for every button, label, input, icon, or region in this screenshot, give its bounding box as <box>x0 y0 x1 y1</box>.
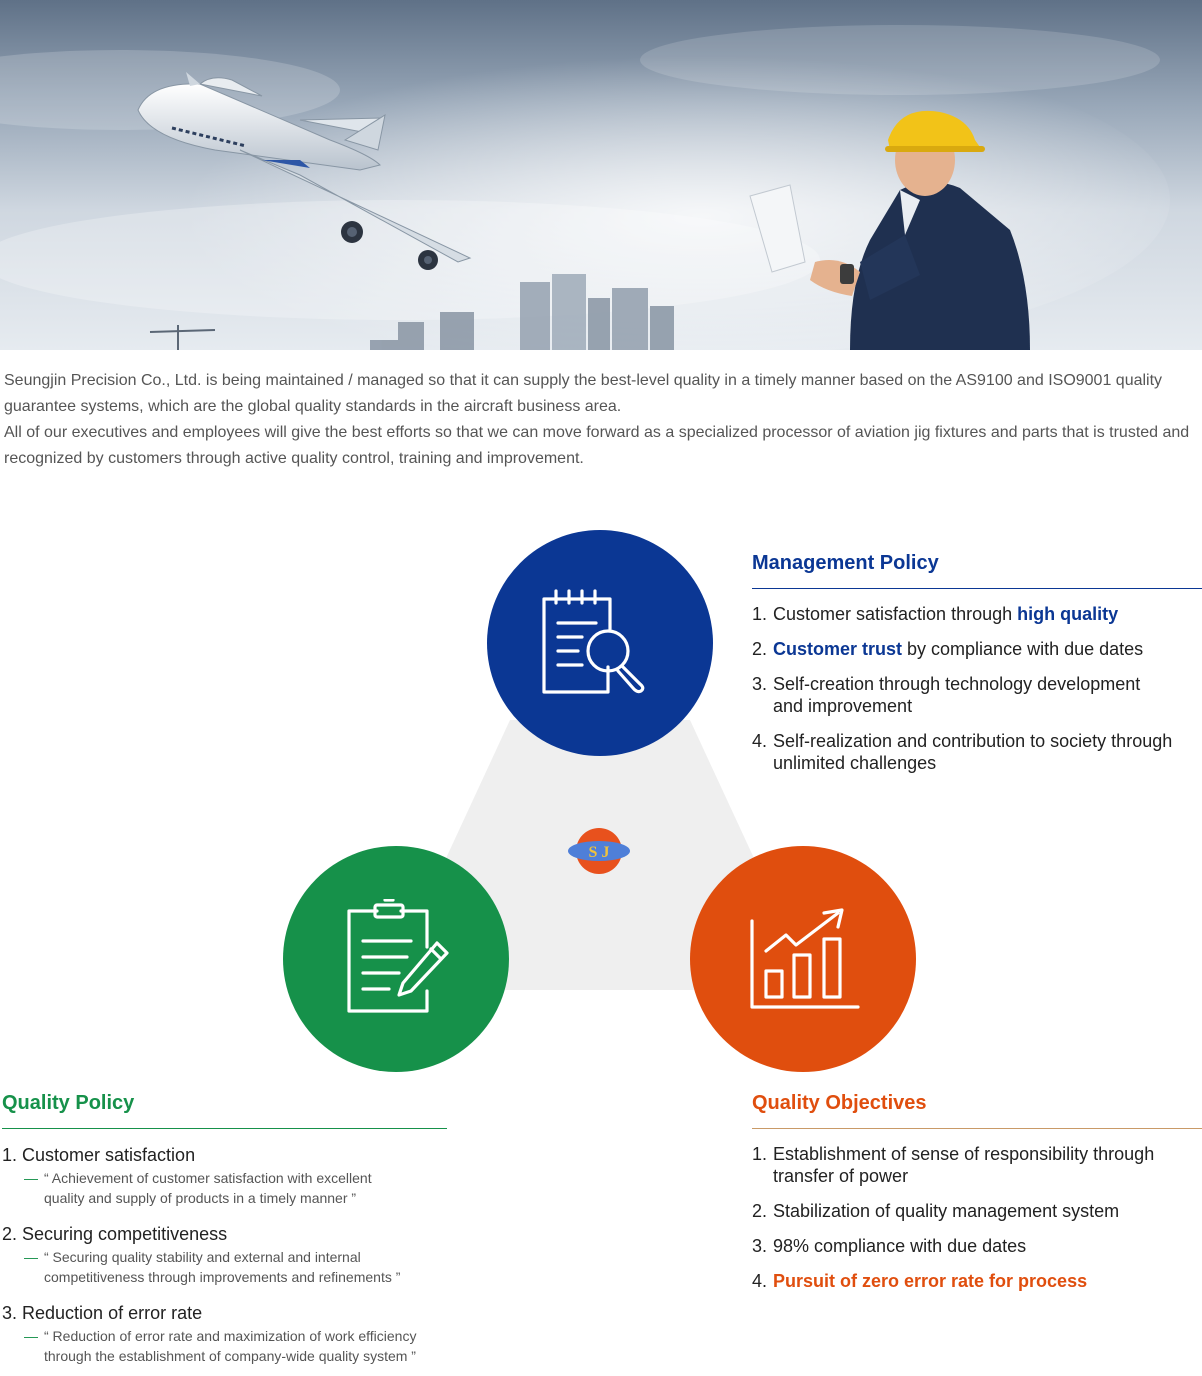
divider <box>752 588 1202 589</box>
list-item: 1. Customer satisfaction through high quality <box>752 604 1119 624</box>
quality-objectives-circle <box>690 846 916 1072</box>
svg-text:S J: S J <box>588 844 610 861</box>
intro-paragraph-1: Seungjin Precision Co., Ltd. is being maintained / managed so that it can supply the best-level quality in a timely manner based on the AS9100 and ISO9001 quality guarantee systems, which are the global quality standards in the aircraft business area. <box>4 372 1163 415</box>
quality-objectives-section <box>752 1089 1202 1305</box>
list-item: 3. Self-creation through technology development and improvement <box>752 674 1141 716</box>
quality-objectives-title: Quality Objectives <box>752 1092 927 1114</box>
list-item: 3. Reduction of error rate — “ Reduction of error rate and maximization of work efficiency through the establishment of company-wide quality system ” <box>2 1303 417 1364</box>
intro-paragraph-2: All of our executives and employees will give the best efforts so that we can move forward as a specialized processor of aviation jig fixtures and parts that is trusted and recognized by customers through active quality control, training and improvement. <box>4 424 1190 467</box>
management-policy-title: Management Policy <box>752 552 939 574</box>
management-policy-section <box>752 549 1202 787</box>
divider <box>752 1128 1202 1129</box>
growth-chart-icon <box>746 907 866 1017</box>
clipboard-pencil-icon <box>339 899 459 1019</box>
list-item: 3. 98% compliance with due dates <box>752 1236 1027 1256</box>
quality-policy-section <box>2 1089 447 1376</box>
list-item: 2. Customer trust by compliance with due dates <box>752 639 1144 659</box>
company-logo <box>566 826 632 876</box>
list-item: 1. Establishment of sense of responsibility through transfer of power <box>752 1144 1155 1186</box>
list-item: 2. Securing competitiveness — “ Securing quality stability and external and internal competitiveness through improvements and refinements ” <box>2 1224 401 1285</box>
list-item: 2. Stabilization of quality management system <box>752 1201 1120 1221</box>
quality-policy-circle <box>283 846 509 1072</box>
divider <box>2 1128 447 1129</box>
quality-policy-title: Quality Policy <box>2 1092 135 1114</box>
list-item: 4. Pursuit of zero error rate for process <box>752 1271 1088 1291</box>
list-item: 4. Self-realization and contribution to society through unlimited challenges <box>752 731 1173 773</box>
document-search-icon <box>542 587 672 707</box>
management-policy-circle <box>487 530 713 756</box>
list-item: 1. Customer satisfaction — “ Achievement of customer satisfaction with excellent quality and supply of products in a timely manner ” <box>2 1145 372 1206</box>
